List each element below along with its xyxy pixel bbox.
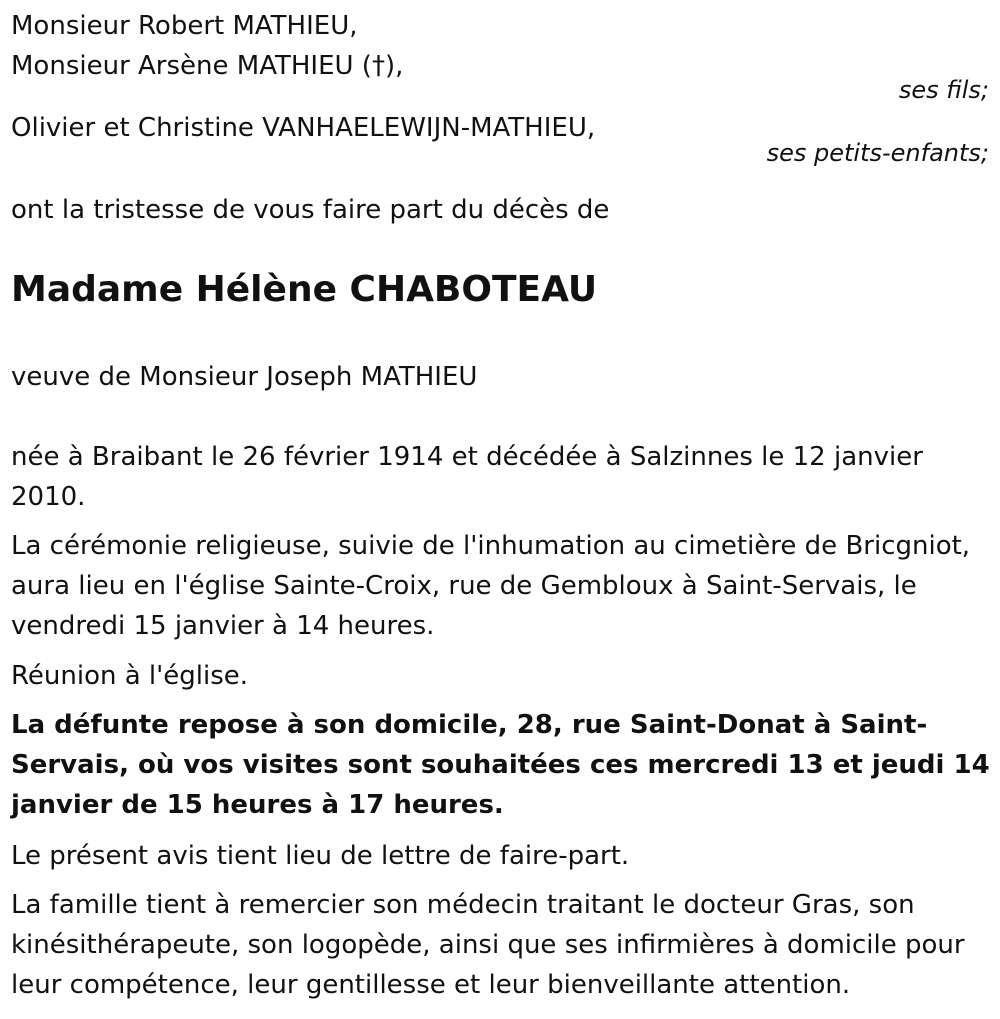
- ceremony-paragraph: La cérémonie religieuse, suivie de l'inhumation au cimetière de Bricgniot, aura lieu en l'église Sainte-Croix, rue de Gembloux à Saint-Servais, le vendredi 15 janvier à 14 heures.: [11, 531, 971, 641]
- meeting-paragraph: Réunion à l'église.: [11, 661, 249, 691]
- grandchildren-role: ses petits-enfants;: [766, 139, 989, 167]
- birth-death-paragraph: née à Braibant le 26 février 1914 et décédée à Salzinnes le 12 janvier 2010.: [11, 442, 923, 512]
- deceased-name: Madame Hélène CHABOTEAU: [11, 269, 598, 310]
- son-robert: Monsieur Robert MATHIEU,: [11, 11, 358, 41]
- widow-of: veuve de Monsieur Joseph MATHIEU: [11, 362, 478, 392]
- announcement-intro: ont la tristesse de vous faire part du décès de: [11, 195, 610, 225]
- son-arsene: Monsieur Arsène MATHIEU (†),: [11, 51, 404, 81]
- sons-role: ses fils;: [898, 76, 989, 104]
- thanks-paragraph: La famille tient à remercier son médecin traitant le docteur Gras, son kinésithérapeute, son logopède, ainsi que ses infirmières à domicile pour leur compétence, leur gentillesse et leur bienveillante attention.: [11, 890, 965, 1000]
- grandchildren: Olivier et Christine VANHAELEWIJN-MATHIEU,: [11, 113, 596, 143]
- visitation-paragraph: La défunte repose à son domicile, 28, rue Saint-Donat à Saint-Servais, où vos visites sont souhaitées ces mercredi 13 et jeudi 14 janvier de 15 heures à 17 heures.: [11, 710, 990, 820]
- notice-paragraph: Le présent avis tient lieu de lettre de faire-part.: [11, 841, 630, 871]
